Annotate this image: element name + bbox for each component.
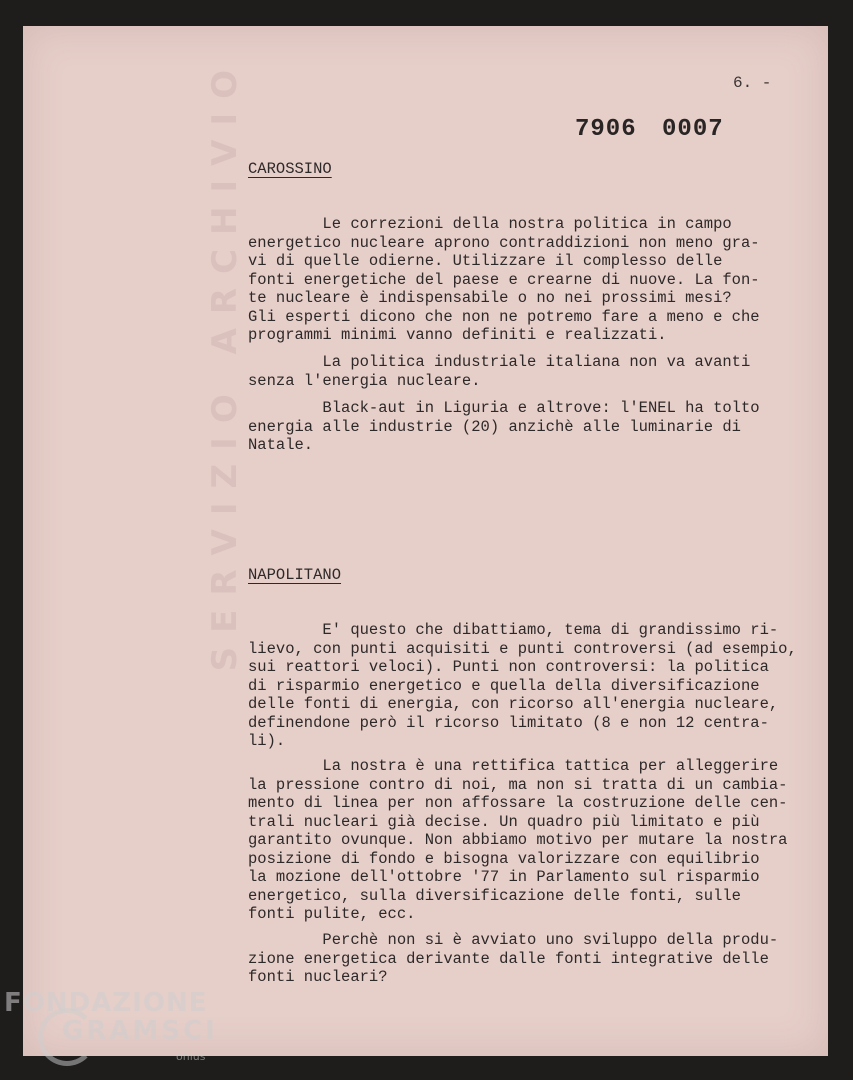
logo-line-1: FONDAZIONE — [4, 988, 208, 1018]
paragraph: E' questo che dibattiamo, tema di grandissimo ri- lievo, con punti acquisiti e punti controversi (ad esempio, sui reattori veloci). Punti non controversi: la politica di risparmio energetico e quella della diversificazione delle fonti di energia, con ricorso all'energia nucleare, definendone però il ricorso limitato (8 e non 12 centra- li). — [248, 621, 797, 750]
document-number: 7906 0007 — [575, 116, 724, 143]
logo-line-2: GRAMSCI — [62, 1016, 218, 1046]
paragraph: La politica industriale italiana non va avanti senza l'energia nucleare. — [248, 353, 751, 390]
speaker-heading: NAPOLITANO — [248, 566, 342, 584]
paragraph: Black-aut in Liguria e altrove: l'ENEL ha tolto energia alle industrie (20) anzichè alle luminarie di Natale. — [248, 399, 760, 454]
paragraph: La nostra è una rettifica tattica per alleggerire la pressione contro di noi, ma non si tratta di un cambia- mento di linea per non affossare la costruzione delle cen- trali nucleari già decise. Un quadro più limitato e più garantito ovunque. Non abbiamo motivo per mutare la nostra posizione di fondo e bisogna valorizzare con equilibrio la mozione dell'ottobre '77 in Parlamento sul risparmio energetico, sulla diversificazione delle fonti, sulle fonti pulite, ecc. — [248, 757, 788, 923]
paragraph: Perchè non si è avviato uno sviluppo della produ- zione energetica derivante dalle fonti integrative delle fonti nucleari? — [248, 931, 779, 986]
speaker-heading: CAROSSINO — [248, 160, 332, 178]
logo-g-icon — [38, 1008, 96, 1066]
paragraph: Le correzioni della nostra politica in campo energetico nucleare aprono contraddizioni non meno gra- vi di quelle odierne. Utilizzare il complesso delle fonti energetiche del paese e crearne di nuove. La fon- te nucleare è indispensabile o no nei prossimi mesi? Gli esperti dicono che non ne potremo fare a meno e che programmi minimi vanno definiti e realizzati. — [248, 215, 760, 344]
logo-line-3: onlus — [176, 1050, 206, 1063]
document-page — [23, 26, 828, 1056]
page-number: 6. - — [733, 74, 772, 92]
fondazione-gramsci-logo — [4, 988, 218, 1063]
archive-watermark: SERVIZIO ARCHIVIO — [205, 56, 245, 672]
